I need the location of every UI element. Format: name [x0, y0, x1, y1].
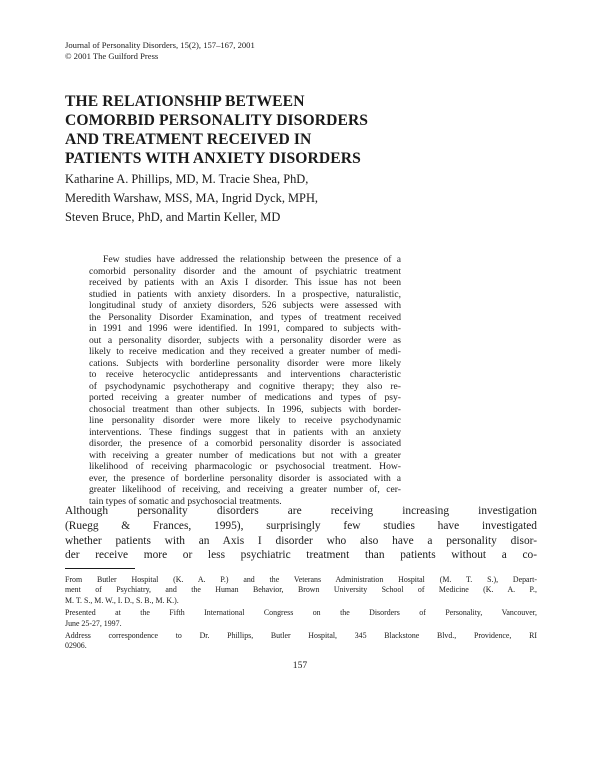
- body-line: der receive more or less psychiatric treatment than patients without a co-: [65, 549, 537, 562]
- abstract-line: to receive heterocyclic antidepressants and interventions characteristic: [89, 369, 401, 380]
- body-line: whether patients with an Axis I disorder who also have a personality disor-: [65, 534, 537, 547]
- abstract-line: greater likelihood of receiving, and receiving a greater number of, cer-: [89, 484, 401, 495]
- author-line: Meredith Warshaw, MSS, MA, Ingrid Dyck, MPH,: [65, 191, 318, 205]
- footnote-line: Presented at the Fifth International Congress on the Disorders of Personality, Vancouver,: [65, 608, 537, 618]
- journal-header: [65, 40, 255, 62]
- abstract-line: in 1991 and 1996 were identified. In 1991, compared to subjects with-: [89, 323, 401, 334]
- abstract-line: studied in patients with anxiety disorders. In a prospective, naturalistic,: [89, 288, 401, 300]
- abstract-line: ever, the presence of borderline personality disorder is associated with a: [89, 472, 401, 484]
- author-line: Steven Bruce, PhD, and Martin Keller, MD: [65, 210, 281, 224]
- abstract-line: out a personality disorder, subjects with a personality disorder were as: [89, 334, 401, 346]
- abstract-line: chosocial treatment than other subjects. In 1996, subjects with border-: [89, 403, 401, 415]
- footnote-correspondence: [65, 631, 537, 652]
- footnote-line: Address correspondence to Dr. Phillips, Butler Hospital, 345 Blackstone Blvd., Providence, RI: [65, 630, 537, 640]
- title-line: COMORBID PERSONALITY DISORDERS: [65, 112, 369, 129]
- abstract-line: of psychodynamic psychotherapy and cognitive therapy; they also re-: [89, 380, 401, 392]
- abstract-line: line personality disorder were more likely to receive psychodynamic: [89, 415, 401, 426]
- abstract-line: longitudinal study of anxiety disorders, 526 subjects were assessed with: [89, 300, 401, 311]
- title-line: AND TREATMENT RECEIVED IN: [65, 131, 312, 148]
- abstract-line: interventions. These findings suggest that in patients with an anxiety: [89, 426, 401, 438]
- abstract-line: tain types of somatic and psychosocial treatments.: [89, 495, 282, 507]
- copyright-notice: © 2001 The Guilford Press: [65, 51, 159, 61]
- page-number: 157: [292, 660, 308, 671]
- abstract-line: Few studies have addressed the relationship between the presence of a: [103, 254, 401, 265]
- body-line: (Ruegg & Frances, 1995), surprisingly few studies have investigated: [65, 519, 537, 532]
- footnote-line: 02906.: [65, 641, 87, 651]
- abstract-line: likely to receive medication and they received a greater number of medi-: [89, 346, 401, 357]
- footnote-divider: [65, 568, 135, 569]
- body-line: Although personality disorders are receiving increasing investigation: [65, 505, 537, 517]
- footnote-line: M. T. S., M. W., I. D., S. B., M. K.).: [65, 595, 179, 605]
- title-line: THE RELATIONSHIP BETWEEN: [65, 93, 305, 110]
- abstract-line: disorder, the presence of a comorbid personality disorder is associated: [89, 438, 401, 449]
- footnote-line: From Butler Hospital (K. A. P.) and the Veterans Administration Hospital (M. T. S.), Depart-: [65, 575, 537, 584]
- abstract-line: ported receiving a greater number of medications and types of psy-: [89, 392, 401, 403]
- abstract-line: likelihood of receiving pharmacologic or psychosocial treatment. How-: [89, 461, 401, 472]
- abstract-line: with receiving a greater number of medications but not with a greater: [89, 449, 401, 461]
- footnote-line: June 25-27, 1997.: [65, 618, 122, 628]
- author-line: Katharine A. Phillips, MD, M. Tracie Shea, PhD,: [65, 172, 309, 186]
- abstract-line: cations. Subjects with borderline personality disorder were more likely: [89, 357, 401, 369]
- journal-citation: Journal of Personality Disorders, 15(2), 157–167, 2001: [65, 40, 255, 50]
- body-text: [65, 504, 537, 563]
- abstract-line: the Personality Disorder Examination, and types of treatment received: [89, 311, 401, 323]
- footnote-line: ment of Psychiatry, and the Human Behavior, Brown University School of Medicine (K. A. P.,: [65, 585, 537, 595]
- title-line: PATIENTS WITH ANXIETY DISORDERS: [65, 150, 361, 167]
- abstract: [89, 254, 401, 507]
- article-title: [65, 92, 545, 168]
- footnotes: [65, 575, 537, 654]
- abstract-line: received by patients with an Axis I disorder. This issue has not been: [89, 277, 401, 288]
- footnote-affiliation: [65, 575, 537, 606]
- footnote-presented: [65, 608, 537, 629]
- abstract-line: comorbid personality disorder and the amount of psychiatric treatment: [89, 265, 401, 277]
- author-list: [65, 170, 545, 227]
